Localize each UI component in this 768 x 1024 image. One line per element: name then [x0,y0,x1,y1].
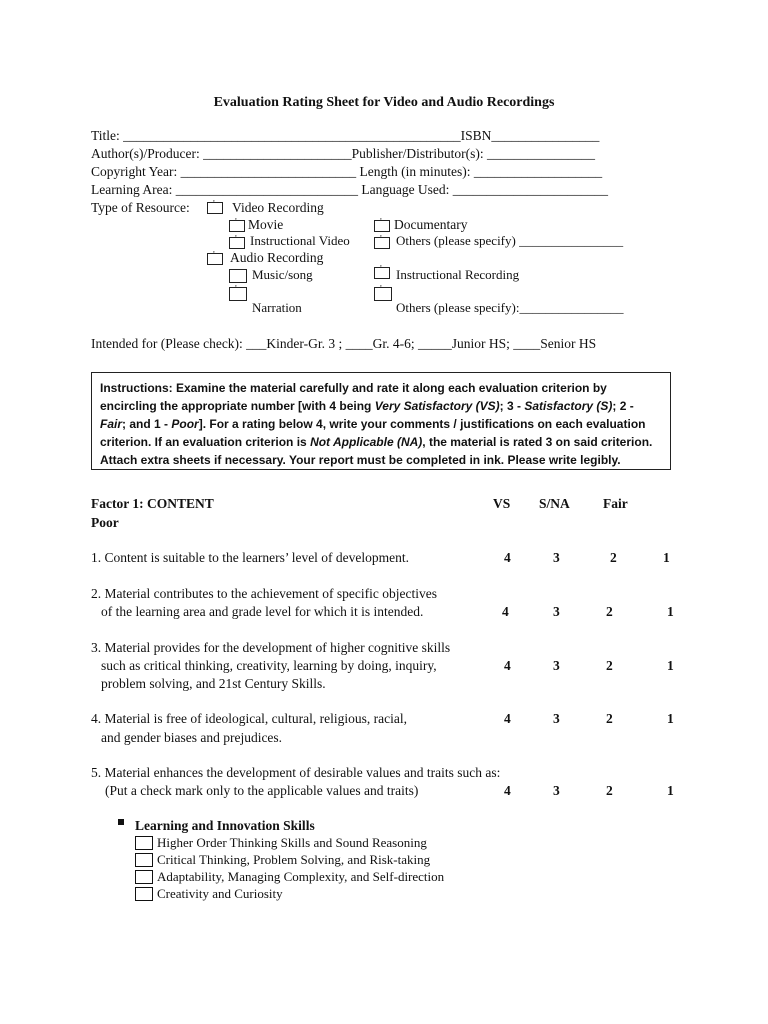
criterion-4-text-line1: 4. Material is free of ideological, cultural, religious, racial, [91,711,408,726]
learning-language-line[interactable]: Learning Area: ___________________________ Language Used: _______________________ [91,182,609,197]
instructional-video-label: Instructional Video [250,233,350,248]
criterion-1-rating-4[interactable]: 4 [504,550,511,565]
audio-recording-checkbox[interactable] [207,253,223,265]
narration-checkbox[interactable] [229,287,247,301]
resource-label: Type of Resource: [91,200,190,215]
page-title: Evaluation Rating Sheet for Video and Audio Recordings [213,95,555,110]
criterion-3-rating-3[interactable]: 3 [553,658,560,673]
documentary-checkbox[interactable] [374,220,390,232]
criterion-5-text-line1: 5. Material enhances the development of desirable values and traits such as: [91,765,501,780]
criterion-4-text-line2: and gender biases and prejudices. [101,730,283,745]
criterion-2-rating-2[interactable]: 2 [606,604,613,619]
instructions-box: Instructions: Examine the material carefully and rate it along each evaluation criterion by encircling the appropriate number [with 4 being Very Satisfactory (VS); 3 - Satisfactory (S); 2 - Fair; and 1 - Poor]. For a rating below 4, write your comments / justifications on each evaluation criterion. If an evaluation criterion is Not Applicable (NA), the material is rated 3 on said criterion. Attach extra sheets if necessary. Your report must be completed in ink. Please write legibly. [91,372,671,470]
skill-2-checkbox[interactable] [135,853,153,867]
criterion-1-rating-3[interactable]: 3 [553,550,560,565]
skill-1-label: Higher Order Thinking Skills and Sound Reasoning [157,835,427,850]
column-vs: VS [493,496,511,511]
music-label: Music/song [252,267,313,282]
criterion-2-rating-3[interactable]: 3 [553,604,560,619]
criterion-2-rating-1[interactable]: 1 [667,604,674,619]
others-audio-label: Others (please specify):________________ [396,300,624,315]
video-recording-label: Video Recording [232,200,324,215]
criterion-3-text-line1: 3. Material provides for the development of higher cognitive skills [91,640,451,655]
factor-poor-label: Poor [91,515,119,530]
criterion-3-text-line3: problem solving, and 21st Century Skills. [101,676,326,691]
music-checkbox[interactable] [229,269,247,283]
criterion-5-rating-3[interactable]: 3 [553,783,560,798]
skill-4-label: Creativity and Curiosity [157,886,283,901]
others-audio-checkbox[interactable] [374,287,392,301]
instructional-recording-checkbox[interactable] [374,267,390,279]
intended-for-line[interactable]: Intended for (Please check): ___Kinder-Gr. 3 ; ____Gr. 4-6; _____Junior HS; ____Senior HS [91,336,597,351]
criterion-4-rating-2[interactable]: 2 [606,711,613,726]
skill-3-checkbox[interactable] [135,870,153,884]
criterion-4-rating-1[interactable]: 1 [667,711,674,726]
criterion-5-rating-2[interactable]: 2 [606,783,613,798]
instructional-video-checkbox[interactable] [229,237,245,249]
documentary-label: Documentary [394,217,468,232]
criterion-1-rating-1[interactable]: 1 [663,550,670,565]
criterion-2-rating-4[interactable]: 4 [502,604,509,619]
title-isbn-line[interactable]: Title: __________________________________________________ISBN________________ [91,128,600,143]
instructional-recording-label: Instructional Recording [396,267,520,282]
criterion-1-rating-2[interactable]: 2 [610,550,617,565]
copyright-length-line[interactable]: Copyright Year: __________________________ Length (in minutes): ___________________ [91,164,603,179]
skill-1-checkbox[interactable] [135,836,153,850]
criterion-2-text-line2: of the learning area and grade level for which it is intended. [101,604,424,619]
bullet-icon [118,819,124,825]
criterion-5-rating-1[interactable]: 1 [667,783,674,798]
criterion-2-text-line1: 2. Material contributes to the achievement of specific objectives [91,586,437,601]
others-video-checkbox[interactable] [374,237,390,249]
criterion-5-rating-4[interactable]: 4 [504,783,511,798]
movie-checkbox[interactable] [229,220,245,232]
criterion-5-text-line2: (Put a check mark only to the applicable values and traits) [105,783,419,798]
criterion-4-rating-4[interactable]: 4 [504,711,511,726]
audio-recording-label: Audio Recording [230,250,324,265]
factor-heading: Factor 1: CONTENT [91,496,214,511]
criterion-3-rating-4[interactable]: 4 [504,658,511,673]
skills-heading: Learning and Innovation Skills [135,818,315,833]
column-sna: S/NA [539,496,570,511]
skill-4-checkbox[interactable] [135,887,153,901]
criterion-4-rating-3[interactable]: 3 [553,711,560,726]
criterion-3-rating-1[interactable]: 1 [667,658,674,673]
author-publisher-line[interactable]: Author(s)/Producer: ______________________Publisher/Distributor(s): ________________ [91,146,595,161]
criterion-3-rating-2[interactable]: 2 [606,658,613,673]
criterion-3-text-line2: such as critical thinking, creativity, learning by doing, inquiry, [101,658,437,673]
others-video-label: Others (please specify) ________________ [396,233,624,248]
skill-3-label: Adaptability, Managing Complexity, and Self-direction [157,869,445,884]
narration-label: Narration [252,300,302,315]
criterion-1-text: 1. Content is suitable to the learners’ level of development. [91,550,410,565]
video-recording-checkbox[interactable] [207,202,223,214]
column-fair: Fair [603,496,628,511]
skill-2-label: Critical Thinking, Problem Solving, and Risk-taking [157,852,431,867]
movie-label: Movie [248,217,284,232]
